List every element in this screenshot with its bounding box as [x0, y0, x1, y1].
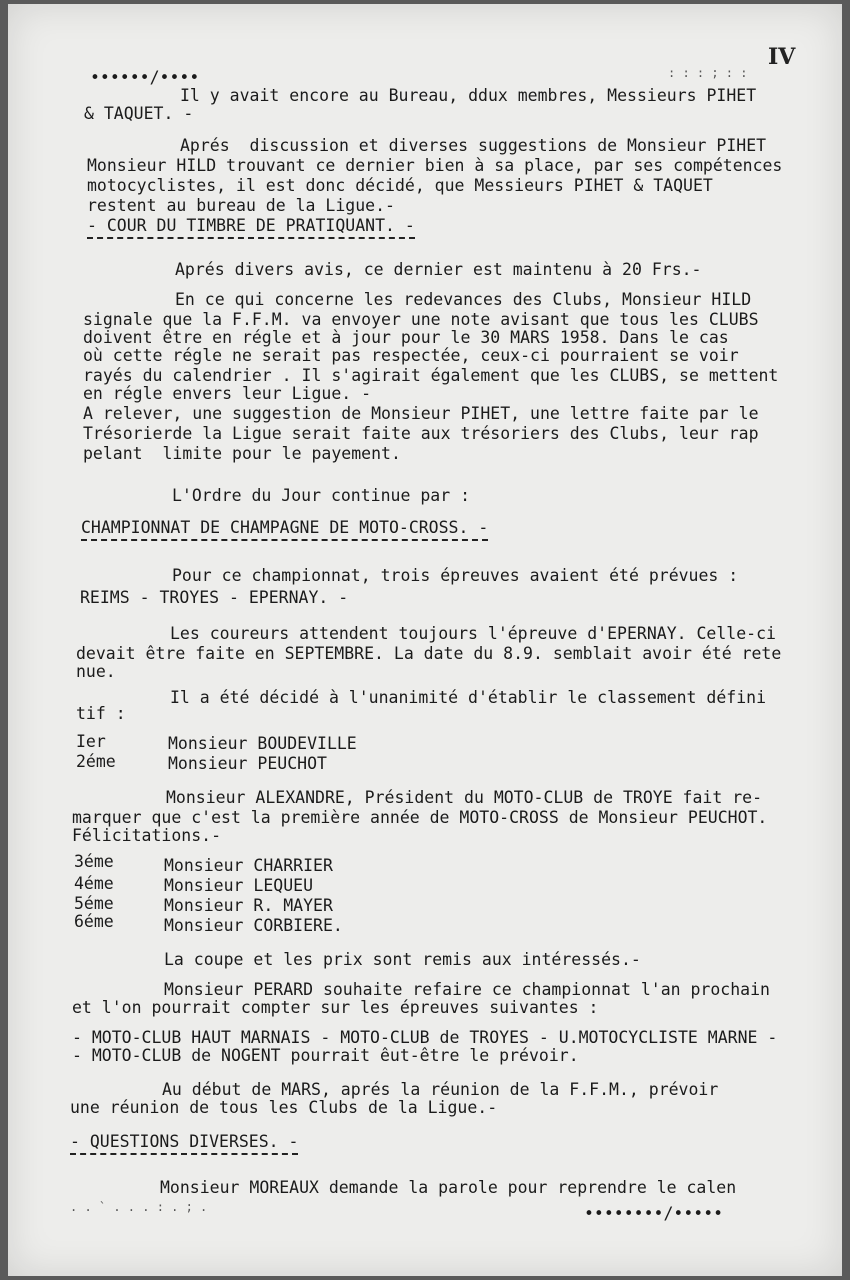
text-line: tif :	[76, 704, 126, 723]
text-line: marquer que c'est la première année de MOTO-CROSS de Monsieur PEUCHOT.	[72, 808, 768, 827]
rank-label: 2éme	[76, 752, 116, 771]
text-line: nue.	[76, 662, 116, 681]
text-line: et l'on pourrait compter sur les épreuves suivantes :	[72, 998, 599, 1017]
text-line: où cette régle ne serait pas respectée, ceux-ci pourraient se voir	[83, 346, 739, 365]
text-line: restent au bureau de la Ligue.-	[87, 196, 395, 215]
text-line: une réunion de tous les Clubs de la Ligue.-	[70, 1098, 498, 1117]
text-line: En ce qui concerne les redevances des Clubs, Monsieur HILD	[175, 290, 752, 309]
text-line: L'Ordre du Jour continue par :	[172, 486, 471, 505]
text-line: Félicitations.-	[72, 826, 222, 845]
text-line: Aprés divers avis, ce dernier est maintenu à 20 Frs.-	[175, 260, 702, 279]
rank-name: Monsieur LEQUEU	[164, 876, 314, 895]
text-line: Les coureurs attendent toujours l'épreuve d'EPERNAY. Celle-ci	[170, 624, 776, 643]
section-heading: CHAMPIONNAT DE CHAMPAGNE DE MOTO-CROSS. -	[81, 518, 488, 541]
text-line: devait être faite en SEPTEMBRE. La date du 8.9. semblait avoir été rete	[76, 644, 782, 663]
text-line: A relever, une suggestion de Monsieur PIHET, une lettre faite par le	[83, 404, 759, 423]
section-heading: - QUESTIONS DIVERSES. -	[70, 1132, 298, 1155]
text-line: Il y avait encore au Bureau, ddux membres, Messieurs PIHET	[180, 86, 757, 105]
text-line: pelant limite pour le payement.	[83, 444, 401, 463]
text-line: & TAQUET. -	[84, 104, 194, 123]
rank-name: Monsieur PEUCHOT	[168, 754, 327, 773]
text-line: Aprés discussion et diverses suggestions de Monsieur PIHET	[180, 136, 767, 155]
footer-marker: ••••••••/•••••	[584, 1204, 724, 1223]
rank-name: Monsieur CORBIERE.	[164, 916, 343, 935]
rank-name: Monsieur BOUDEVILLE	[168, 734, 357, 753]
text-line: Pour ce championnat, trois épreuves avaient été prévues :	[172, 566, 739, 585]
text-line: Il a été décidé à l'unanimité d'établir le classement défini	[170, 688, 767, 707]
text-line: motocyclistes, il est donc décidé, que Messieurs PIHET & TAQUET	[87, 176, 713, 195]
section-heading: - COUR DU TIMBRE DE PRATIQUANT. -	[87, 216, 415, 239]
header-marker: ••••••/••••	[90, 68, 200, 87]
rank-label: 5éme	[74, 894, 114, 913]
text-line: Monsieur PERARD souhaite refaire ce championnat l'an prochain	[164, 980, 770, 999]
text-line: La coupe et les prix sont remis aux intéressés.-	[164, 950, 641, 969]
rank-name: Monsieur R. MAYER	[164, 896, 333, 915]
text-line: - MOTO-CLUB HAUT MARNAIS - MOTO-CLUB de TROYES - U.MOTOCYCLISTE MARNE -	[72, 1028, 778, 1047]
rank-label: 3éme	[74, 852, 114, 871]
ink-speck: . . ` . . . : . ; .	[70, 1200, 208, 1214]
rank-label: 6éme	[74, 912, 114, 931]
text-line: Monsieur HILD trouvant ce dernier bien à sa place, par ses compétences	[87, 156, 783, 175]
typed-page	[8, 4, 842, 1276]
text-line: Monsieur MOREAUX demande la parole pour reprendre le calen	[160, 1178, 737, 1197]
text-line: Monsieur ALEXANDRE, Président du MOTO-CLUB de TROYE fait re-	[166, 788, 763, 807]
text-line: Trésorierde la Ligue serait faite aux trésoriers des Clubs, leur rap	[83, 424, 759, 443]
text-line: en régle envers leur Ligue. -	[83, 384, 372, 403]
text-line: rayés du calendrier . Il s'agirait également que les CLUBS, se mettent	[83, 366, 779, 385]
rank-label: 4éme	[74, 874, 114, 893]
rank-label: Ier	[76, 732, 106, 751]
text-line: doivent être en régle et à jour pour le 30 MARS 1958. Dans le cas	[83, 328, 729, 347]
page-number: IV	[768, 44, 796, 70]
text-line: - MOTO-CLUB de NOGENT pourrait êut-être le prévoir.	[72, 1046, 579, 1065]
text-line: REIMS - TROYES - EPERNAY. -	[80, 588, 349, 607]
text-line: Au début de MARS, aprés la réunion de la F.F.M., prévoir	[162, 1080, 719, 1099]
rank-name: Monsieur CHARRIER	[164, 856, 333, 875]
ink-speck: : : : ; : :	[668, 66, 748, 80]
text-line: signale que la F.F.M. va envoyer une note avisant que tous les CLUBS	[83, 310, 759, 329]
